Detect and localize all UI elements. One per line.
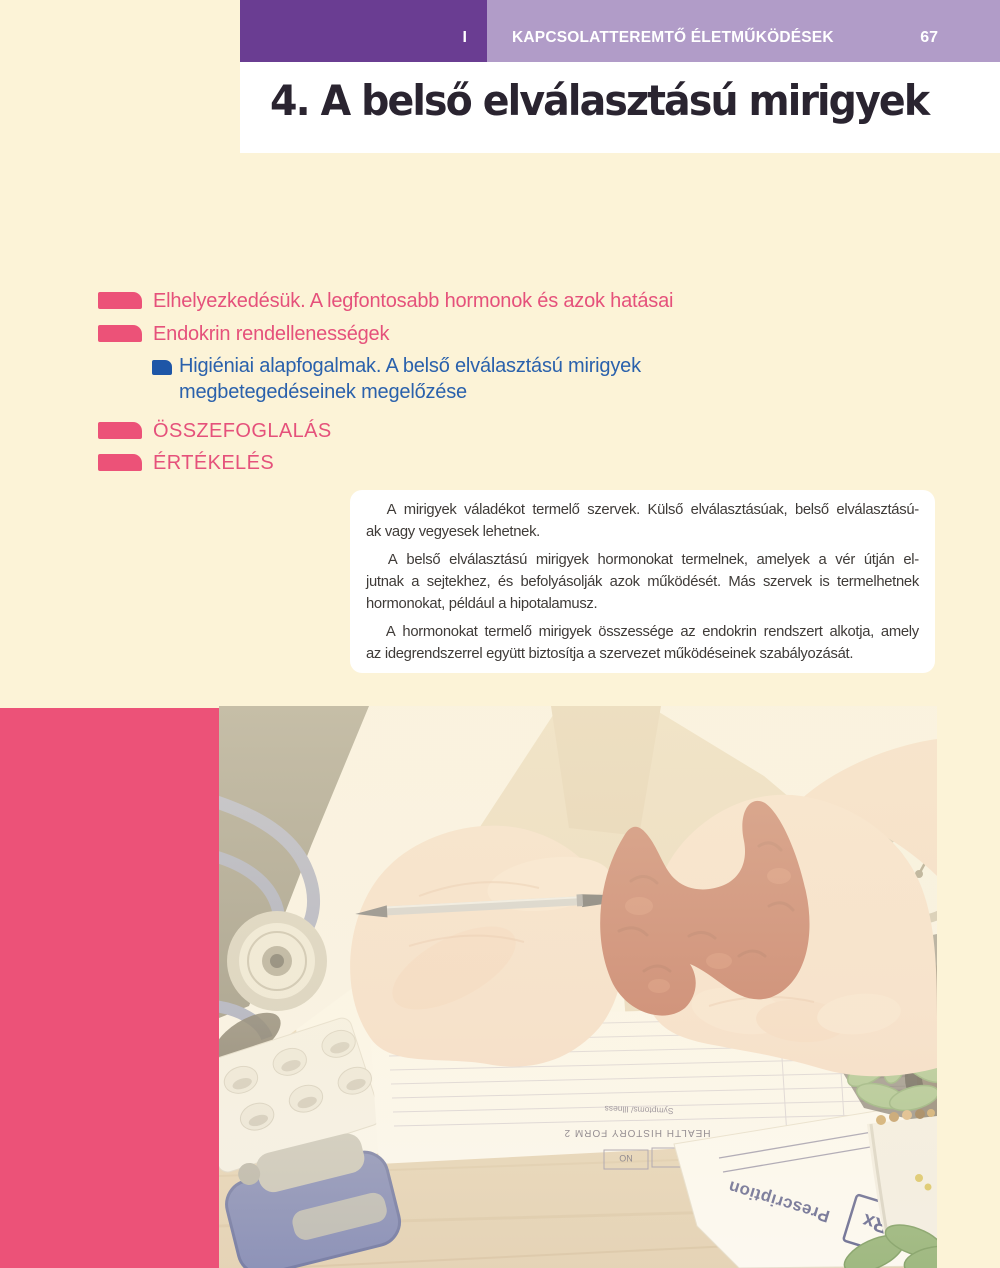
toc-item-label: Elhelyezkedésük. A legfontosabb hormonok és azok hatásai: [153, 290, 674, 312]
pink-bullet-icon: [98, 454, 142, 471]
toc-item-3: [152, 356, 641, 408]
pink-decoration-block: [0, 708, 219, 1268]
text-line: ak vagy vegyesek lehetnek.: [366, 524, 540, 540]
section-title: KAPCSOLATTEREMTŐ ÉLETMŰKÖDÉSEK: [512, 29, 834, 46]
text-line: A hormonokat termelő mirigyek összessége az endokrin rendszert alkotja, amely: [385, 624, 919, 640]
toc-item-label: Endokrin rendellenességek: [153, 323, 390, 345]
intro-text-box: [350, 490, 935, 673]
header-section-block: [240, 0, 487, 62]
photo-wash-overlay: [219, 706, 937, 1268]
page-title: 4. A belső elválasztású mirigyek: [270, 76, 929, 125]
toc-item-2: [98, 323, 389, 345]
thyroid-photo: [219, 706, 937, 1268]
pink-bullet-icon: [98, 422, 142, 439]
text-line: jutnak a sejtekhez, és befolyásolják azok működését. Más szervek is termelhetnek: [366, 574, 919, 590]
title-band: [240, 62, 1000, 153]
page-number: 67: [920, 29, 938, 46]
toc-item-4: [98, 420, 332, 442]
intro-paragraph-3: [366, 621, 919, 665]
toc-item-label: [179, 356, 641, 408]
toc-item-line-2: megbetegedéseinek megelőzése: [179, 381, 467, 403]
toc-item-line-1: Higiéniai alapfogalmak. A belső elválasztású mirigyek: [179, 355, 641, 377]
text-line: A belső elválasztású mirigyek hormonokat termelnek, amelyek a vér útján el-: [387, 552, 919, 568]
header-title-block: [487, 0, 1000, 62]
text-line: az idegrendszerrel együtt biztosítja a szervezet működéseinek szabályozását.: [366, 646, 854, 662]
text-line: hormonokat, például a hipotalamusz.: [366, 596, 598, 612]
section-number: I: [462, 29, 467, 46]
toc-item-1: [98, 290, 673, 312]
toc-item-label: ÖSSZEFOGLALÁS: [153, 420, 332, 442]
thyroid-photo-svg: [219, 706, 937, 1268]
blue-bullet-icon: [152, 360, 172, 375]
intro-paragraph-1: [366, 499, 919, 543]
text-line: A mirigyek váladékot termelő szervek. Külső elválasztásúak, belső elválasztású-: [386, 502, 919, 518]
toc-item-label: ÉRTÉKELÉS: [153, 452, 275, 474]
pink-bullet-icon: [98, 292, 142, 309]
pink-bullet-icon: [98, 325, 142, 342]
toc-item-5: [98, 452, 274, 474]
intro-paragraph-2: [366, 549, 919, 615]
